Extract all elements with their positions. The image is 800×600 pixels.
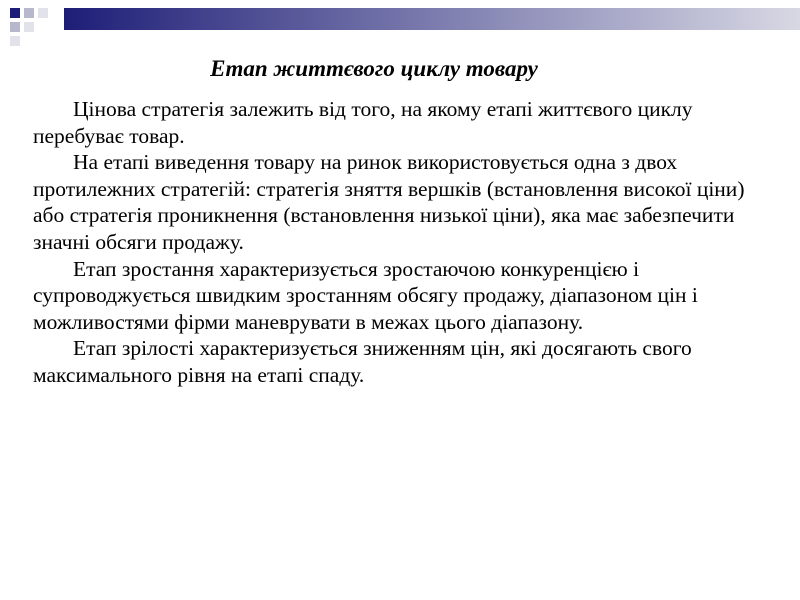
paragraph: На етапі виведення товару на ринок використовується одна з двох протилежних стратегій: стратегія зняття вершків (встановлення високої ціни) або стратегія проникнення (встановлення низької ціни), яка має забезпечити значні обсяги продажу. [33,150,745,254]
header-gradient-bar [64,8,800,30]
decor-square-mid [24,8,34,18]
paragraph: Етап зрілості характеризується зниженням цін, які досягають свого максимального рівня на етапі спаду. [33,336,692,387]
decor-square-light [24,22,34,32]
slide-title: Етап життєвого циклу товару [210,56,538,81]
slide-body [33,96,773,389]
paragraph: Етап зростання характеризується зростаючою конкуренцією і супроводжується швидким зростанням обсягу продажу, діапазоном цін і можливостями фірми маневрувати в межах цього діапазону. [33,256,698,334]
decor-square-light [38,8,48,18]
decor-square-light [10,36,20,46]
paragraph: Цінова стратегія залежить від того, на якому етапі життєвого циклу перебуває товар. [33,97,693,148]
decor-square-dark [10,8,20,18]
decor-square-mid [10,22,20,32]
header-decoration [0,0,800,60]
